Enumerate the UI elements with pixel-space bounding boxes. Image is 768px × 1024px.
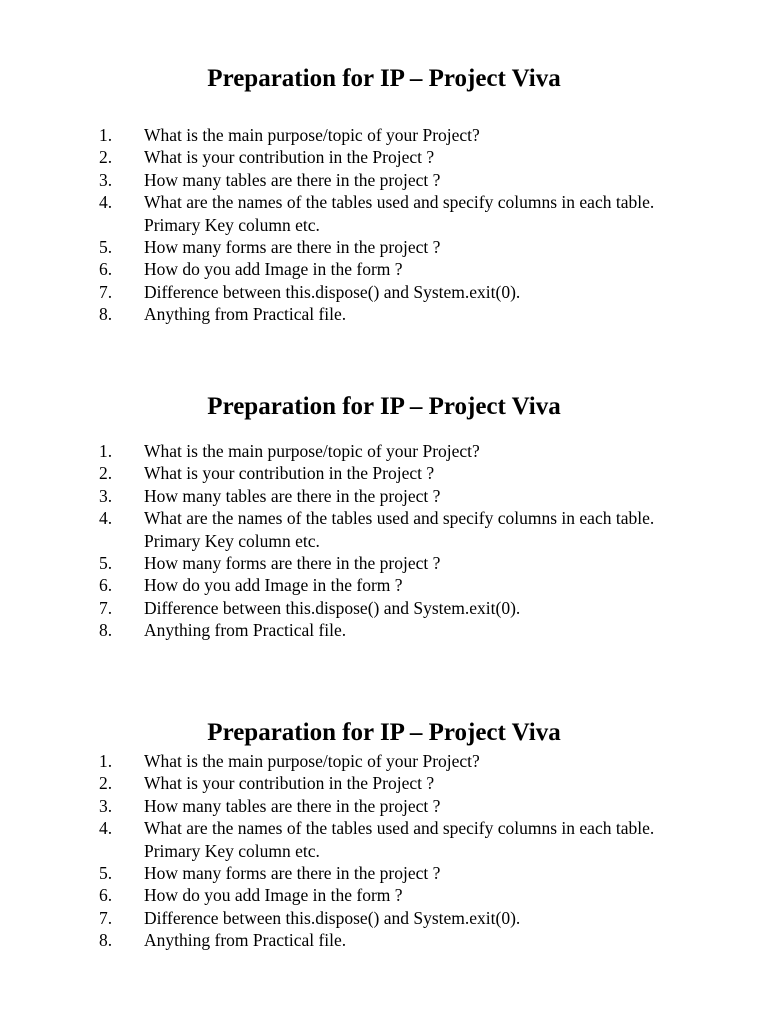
question-number: 8. xyxy=(99,930,113,951)
question-item xyxy=(0,750,768,772)
question-item xyxy=(0,236,768,258)
question-text: How many tables are there in the project ? xyxy=(144,169,441,190)
question-text: Difference between this.dispose() and System.exit(0). xyxy=(144,907,521,928)
question-number: 5. xyxy=(99,553,113,574)
question-item xyxy=(0,281,768,303)
question-item xyxy=(0,169,768,191)
section-title: Preparation for IP – Project Viva xyxy=(207,65,561,92)
question-number: 8. xyxy=(99,620,113,641)
question-number: 4. xyxy=(99,818,113,839)
question-number: 1. xyxy=(99,751,113,771)
question-text: What is your contribution in the Project ? xyxy=(144,463,435,484)
question-text: Anything from Practical file. xyxy=(144,304,347,325)
question-text: What are the names of the tables used and specify columns in each table. Primary Key column etc. xyxy=(144,192,655,235)
question-text: How do you add Image in the form ? xyxy=(144,259,403,280)
question-text: What are the names of the tables used and specify columns in each table. Primary Key column etc. xyxy=(144,508,655,551)
question-number: 4. xyxy=(99,192,113,213)
question-item xyxy=(0,619,768,641)
question-number: 2. xyxy=(99,773,113,794)
question-text: What is the main purpose/topic of your Project? xyxy=(144,751,480,771)
question-item xyxy=(0,907,768,929)
question-text: How do you add Image in the form ? xyxy=(144,885,403,906)
question-number: 7. xyxy=(99,907,113,928)
question-number: 5. xyxy=(99,237,113,258)
question-item xyxy=(0,552,768,574)
question-text: How many tables are there in the project ? xyxy=(144,795,441,816)
question-number: 3. xyxy=(99,485,113,506)
question-list xyxy=(0,750,768,952)
question-text: How do you add Image in the form ? xyxy=(144,575,403,596)
question-number: 3. xyxy=(99,795,113,816)
question-text: Difference between this.dispose() and System.exit(0). xyxy=(144,597,521,618)
question-item xyxy=(0,485,768,507)
question-number: 2. xyxy=(99,463,113,484)
question-text: Anything from Practical file. xyxy=(144,620,347,641)
question-number: 3. xyxy=(99,169,113,190)
question-item xyxy=(0,772,768,794)
question-number: 1. xyxy=(99,125,113,145)
question-item xyxy=(0,862,768,884)
section-title: Preparation for IP – Project Viva xyxy=(207,719,561,746)
question-item xyxy=(0,929,768,951)
question-item xyxy=(0,146,768,168)
question-item xyxy=(0,795,768,817)
question-number: 6. xyxy=(99,885,113,906)
question-number: 5. xyxy=(99,863,113,884)
question-item xyxy=(0,462,768,484)
question-text: How many tables are there in the project ? xyxy=(144,485,441,506)
question-text: How many forms are there in the project ? xyxy=(144,237,441,258)
question-text: What are the names of the tables used and specify columns in each table. Primary Key column etc. xyxy=(144,818,655,861)
question-number: 1. xyxy=(99,441,113,461)
question-item xyxy=(0,440,768,462)
question-number: 7. xyxy=(99,597,113,618)
question-item xyxy=(0,597,768,619)
question-text: Anything from Practical file. xyxy=(144,930,347,951)
question-text: What is your contribution in the Project ? xyxy=(144,773,435,794)
question-item xyxy=(0,258,768,280)
question-text: Difference between this.dispose() and System.exit(0). xyxy=(144,281,521,302)
question-item xyxy=(0,884,768,906)
question-number: 6. xyxy=(99,575,113,596)
question-item xyxy=(0,124,768,146)
question-item xyxy=(0,507,768,552)
question-item xyxy=(0,191,768,236)
question-text: How many forms are there in the project ? xyxy=(144,863,441,884)
question-number: 8. xyxy=(99,304,113,325)
question-item xyxy=(0,303,768,325)
question-number: 4. xyxy=(99,508,113,529)
question-item xyxy=(0,817,768,862)
question-text: What is your contribution in the Project ? xyxy=(144,147,435,168)
question-text: How many forms are there in the project ? xyxy=(144,553,441,574)
section-title: Preparation for IP – Project Viva xyxy=(207,393,561,420)
question-number: 7. xyxy=(99,281,113,302)
question-text: What is the main purpose/topic of your Project? xyxy=(144,441,480,461)
question-list xyxy=(0,440,768,642)
question-number: 2. xyxy=(99,147,113,168)
question-number: 6. xyxy=(99,259,113,280)
question-text: What is the main purpose/topic of your Project? xyxy=(144,125,480,145)
question-item xyxy=(0,574,768,596)
question-list xyxy=(0,124,768,326)
